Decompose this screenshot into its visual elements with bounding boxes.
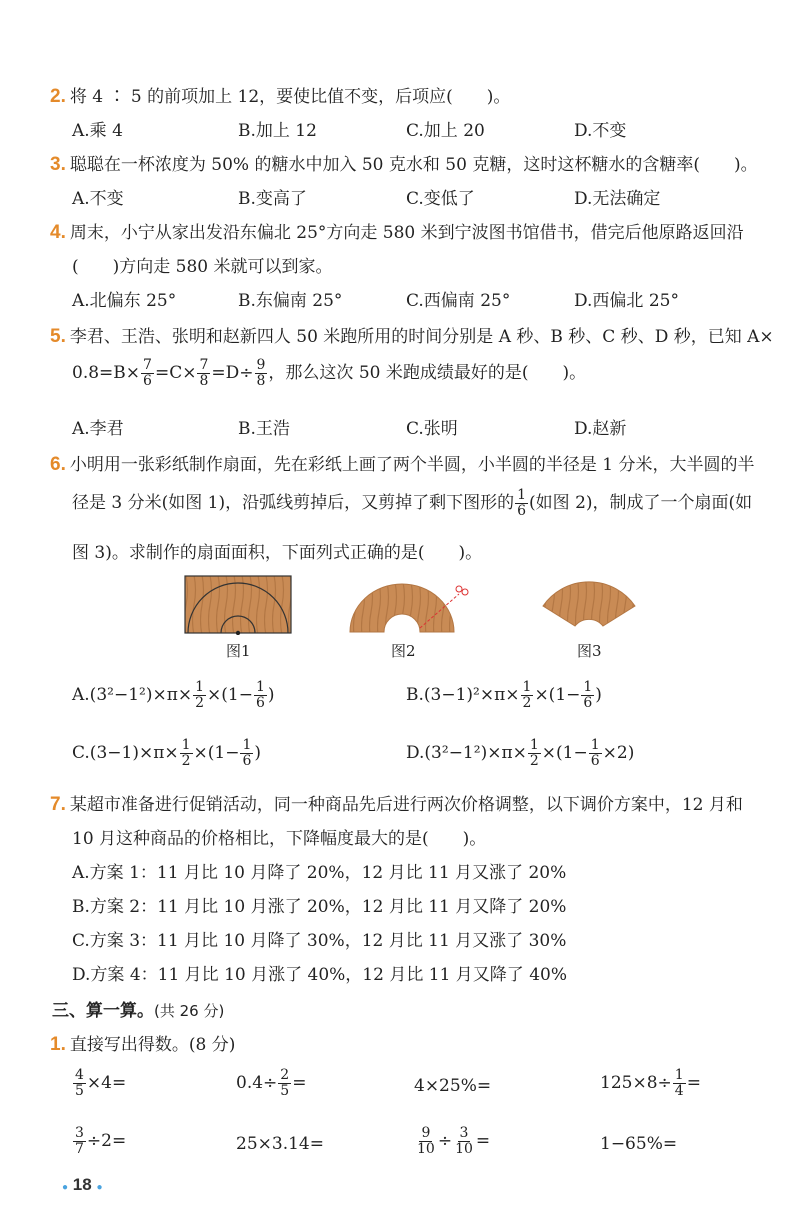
question-7 xyxy=(50,790,743,816)
option[interactable] xyxy=(406,738,634,769)
question-text-cont xyxy=(72,488,752,519)
page-number-text: 18 xyxy=(72,1175,92,1194)
question-3 xyxy=(50,150,758,176)
question-2 xyxy=(50,82,510,108)
fraction xyxy=(278,1068,291,1099)
text: ，那么这次 50 米跑成绩最好的是( )。 xyxy=(268,363,587,383)
denominator: 8 xyxy=(256,373,266,389)
option[interactable]: A.北偏东 25° xyxy=(72,291,177,311)
fraction xyxy=(515,488,528,519)
calc-item xyxy=(72,1068,126,1099)
question-text: 周末，小宁从家出发沿东偏北 25°方向走 580 米到宁波图书馆借书，借完后他原路返回沿 xyxy=(69,223,744,243)
numerator: 1 xyxy=(522,679,532,695)
option[interactable]: C.方案 3：11 月比 10 月降了 30%，12 月比 11 月又涨了 30% xyxy=(72,931,567,951)
section-title: 三、算一算。 xyxy=(52,1001,154,1021)
question-text-cont: 10 月这种商品的价格相比，下降幅度最大的是( )。 xyxy=(72,829,487,849)
question-text: 李君、王浩、张明和赵新四人 50 米跑所用的时间分别是 A 秒、B 秒、C 秒、D 秒，已知 A× xyxy=(69,327,774,347)
fraction xyxy=(581,680,594,711)
numerator: 1 xyxy=(181,737,191,753)
option[interactable]: B.加上 12 xyxy=(238,121,317,141)
fraction xyxy=(197,358,210,389)
text: ×(1− xyxy=(193,743,240,763)
numerator: 3 xyxy=(459,1125,469,1141)
option[interactable]: A.乘 4 xyxy=(72,121,123,141)
numerator: 9 xyxy=(256,357,266,373)
text: ÷ xyxy=(437,1131,453,1151)
fraction xyxy=(415,1126,437,1157)
numerator: 1 xyxy=(529,737,539,753)
numerator: 4 xyxy=(75,1067,84,1083)
option[interactable]: A.李君 xyxy=(72,419,124,439)
option[interactable]: C.西偏南 25° xyxy=(406,291,511,311)
figure-caption: 图1 xyxy=(226,642,251,660)
option[interactable]: D.不变 xyxy=(574,121,627,141)
question-6 xyxy=(50,450,754,476)
question-number: 7. xyxy=(50,794,66,815)
question-text: 某超市准备进行促销活动，同一种商品先后进行两次价格调整，以下调价方案中，12 月和 xyxy=(69,795,743,815)
numerator: 3 xyxy=(75,1125,84,1141)
dot-icon: ● xyxy=(62,1182,69,1193)
question-text: 直接写出得数。(8 分) xyxy=(69,1035,236,1055)
option[interactable] xyxy=(72,680,275,711)
fraction xyxy=(528,738,541,769)
denominator: 2 xyxy=(529,753,539,769)
text: ) xyxy=(595,685,602,705)
numerator: 1 xyxy=(242,737,252,753)
fraction xyxy=(73,1126,86,1157)
option[interactable]: C.加上 20 xyxy=(406,121,485,141)
question-4 xyxy=(50,218,744,244)
denominator: 10 xyxy=(417,1141,435,1157)
text: =D÷ xyxy=(211,363,254,383)
figure-caption: 图3 xyxy=(577,642,602,660)
question-number: 2. xyxy=(50,86,66,107)
section-points: (共 26 分) xyxy=(154,1002,225,1020)
fraction xyxy=(254,680,267,711)
fraction xyxy=(240,738,253,769)
text: 0.4÷ xyxy=(236,1073,278,1093)
numerator: 1 xyxy=(517,487,527,503)
fraction xyxy=(589,738,602,769)
numerator: 2 xyxy=(280,1067,290,1083)
option[interactable]: C.张明 xyxy=(406,419,458,439)
denominator: 6 xyxy=(143,373,152,389)
text: 125×8÷ xyxy=(600,1073,672,1093)
text: ×(1− xyxy=(207,685,253,705)
denominator: 2 xyxy=(195,695,205,711)
page-number xyxy=(62,1175,102,1195)
option[interactable]: D.方案 4：11 月比 10 月涨了 40%，12 月比 11 月又降了 40% xyxy=(72,965,567,985)
calc-item: 4×25%= xyxy=(414,1076,492,1096)
text: ×4= xyxy=(86,1073,127,1093)
option[interactable]: D.西偏北 25° xyxy=(574,291,679,311)
numerator: 1 xyxy=(674,1067,684,1083)
calc-item xyxy=(236,1068,306,1099)
text: ) xyxy=(267,685,275,705)
option[interactable]: A.方案 1：11 月比 10 月降了 20%，12 月比 11 月又涨了 20% xyxy=(72,863,567,883)
text: =C× xyxy=(154,363,197,383)
text: ÷2= xyxy=(86,1131,127,1151)
denominator: 6 xyxy=(255,695,265,711)
calc-item xyxy=(600,1068,701,1099)
figure-3 xyxy=(535,576,643,636)
text: C.(3−1)×π× xyxy=(72,743,179,763)
denominator: 6 xyxy=(590,753,600,769)
question-text-cont: ( )方向走 580 米就可以到家。 xyxy=(72,257,333,277)
text: (如图 2)，制成了一个扇面(如 xyxy=(529,493,753,513)
fraction xyxy=(73,1068,86,1099)
fraction xyxy=(193,680,206,711)
numerator: 1 xyxy=(583,679,593,695)
option[interactable]: B.方案 2：11 月比 10 月涨了 20%，12 月比 11 月又降了 20% xyxy=(72,897,567,917)
denominator: 7 xyxy=(75,1141,84,1157)
text: ×(1− xyxy=(534,685,581,705)
option[interactable]: A.不变 xyxy=(72,189,124,209)
fraction xyxy=(255,358,268,389)
fraction xyxy=(180,738,193,769)
denominator: 8 xyxy=(199,373,209,389)
text: D.(3²−1²)×π× xyxy=(406,743,527,763)
option[interactable]: D.赵新 xyxy=(574,419,627,439)
question-text: 聪聪在一杯浓度为 50% 的糖水中加入 50 克水和 50 克糖，这时这杯糖水的含糖率( )。 xyxy=(69,155,758,175)
denominator: 2 xyxy=(522,695,532,711)
numerator: 1 xyxy=(255,679,265,695)
question-number: 6. xyxy=(50,454,66,475)
calc-item: 1−65%= xyxy=(600,1134,678,1154)
section-heading xyxy=(52,996,224,1021)
denominator: 6 xyxy=(583,695,593,711)
question-number: 4. xyxy=(50,222,66,243)
numerator: 7 xyxy=(143,357,152,373)
question-text: 将 4 ∶ 5 的前项加上 12，要使比值不变，后项应( )。 xyxy=(69,87,511,107)
text: ×(1− xyxy=(541,743,588,763)
text: ×2) xyxy=(602,743,635,763)
calc-item xyxy=(72,1126,126,1157)
text: B.(3−1)²×π× xyxy=(406,685,520,705)
text: = xyxy=(292,1073,307,1093)
option[interactable] xyxy=(406,680,602,711)
dot-icon: ● xyxy=(96,1182,103,1193)
denominator: 6 xyxy=(517,503,527,519)
text: ) xyxy=(254,743,262,763)
numerator: 7 xyxy=(199,357,209,373)
denominator: 4 xyxy=(674,1083,684,1099)
question-number: 5. xyxy=(50,326,66,347)
option[interactable]: B.变高了 xyxy=(238,189,307,209)
figure-caption: 图2 xyxy=(391,642,416,660)
numerator: 1 xyxy=(590,737,600,753)
denominator: 10 xyxy=(455,1141,473,1157)
subquestion-1 xyxy=(50,1030,235,1056)
fraction xyxy=(521,680,534,711)
fraction xyxy=(673,1068,686,1099)
option[interactable] xyxy=(72,738,261,769)
text: = xyxy=(475,1131,491,1151)
question-number: 3. xyxy=(50,154,66,175)
denominator: 2 xyxy=(181,753,191,769)
fraction xyxy=(141,358,154,389)
question-5 xyxy=(50,322,774,348)
option[interactable]: D.无法确定 xyxy=(574,189,661,209)
text: = xyxy=(686,1073,701,1093)
text: A.(3²−1²)×π× xyxy=(72,685,193,705)
denominator: 5 xyxy=(280,1083,290,1099)
numerator: 9 xyxy=(421,1125,431,1141)
text: 径是 3 分米(如图 1)，沿弧线剪掉后，又剪掉了剩下图形的 xyxy=(72,493,515,513)
calc-item xyxy=(414,1126,490,1157)
question-text-cont xyxy=(72,358,586,389)
figure-1 xyxy=(184,575,292,635)
denominator: 5 xyxy=(75,1083,84,1099)
denominator: 6 xyxy=(242,753,252,769)
figure-2 xyxy=(345,582,475,637)
calc-item: 25×3.14= xyxy=(236,1134,324,1154)
option[interactable]: C.变低了 xyxy=(406,189,475,209)
question-number: 1. xyxy=(50,1034,66,1055)
text: 0.8=B× xyxy=(72,363,141,383)
option[interactable]: B.东偏南 25° xyxy=(238,291,343,311)
question-text: 小明用一张彩纸制作扇面，先在彩纸上画了两个半圆，小半圆的半径是 1 分米，大半圆的半 xyxy=(69,455,755,475)
fraction xyxy=(453,1126,475,1157)
numerator: 1 xyxy=(195,679,205,695)
option[interactable]: B.王浩 xyxy=(238,419,290,439)
question-text-cont: 图 3)。求制作的扇面面积，下面列式正确的是( )。 xyxy=(72,543,483,563)
